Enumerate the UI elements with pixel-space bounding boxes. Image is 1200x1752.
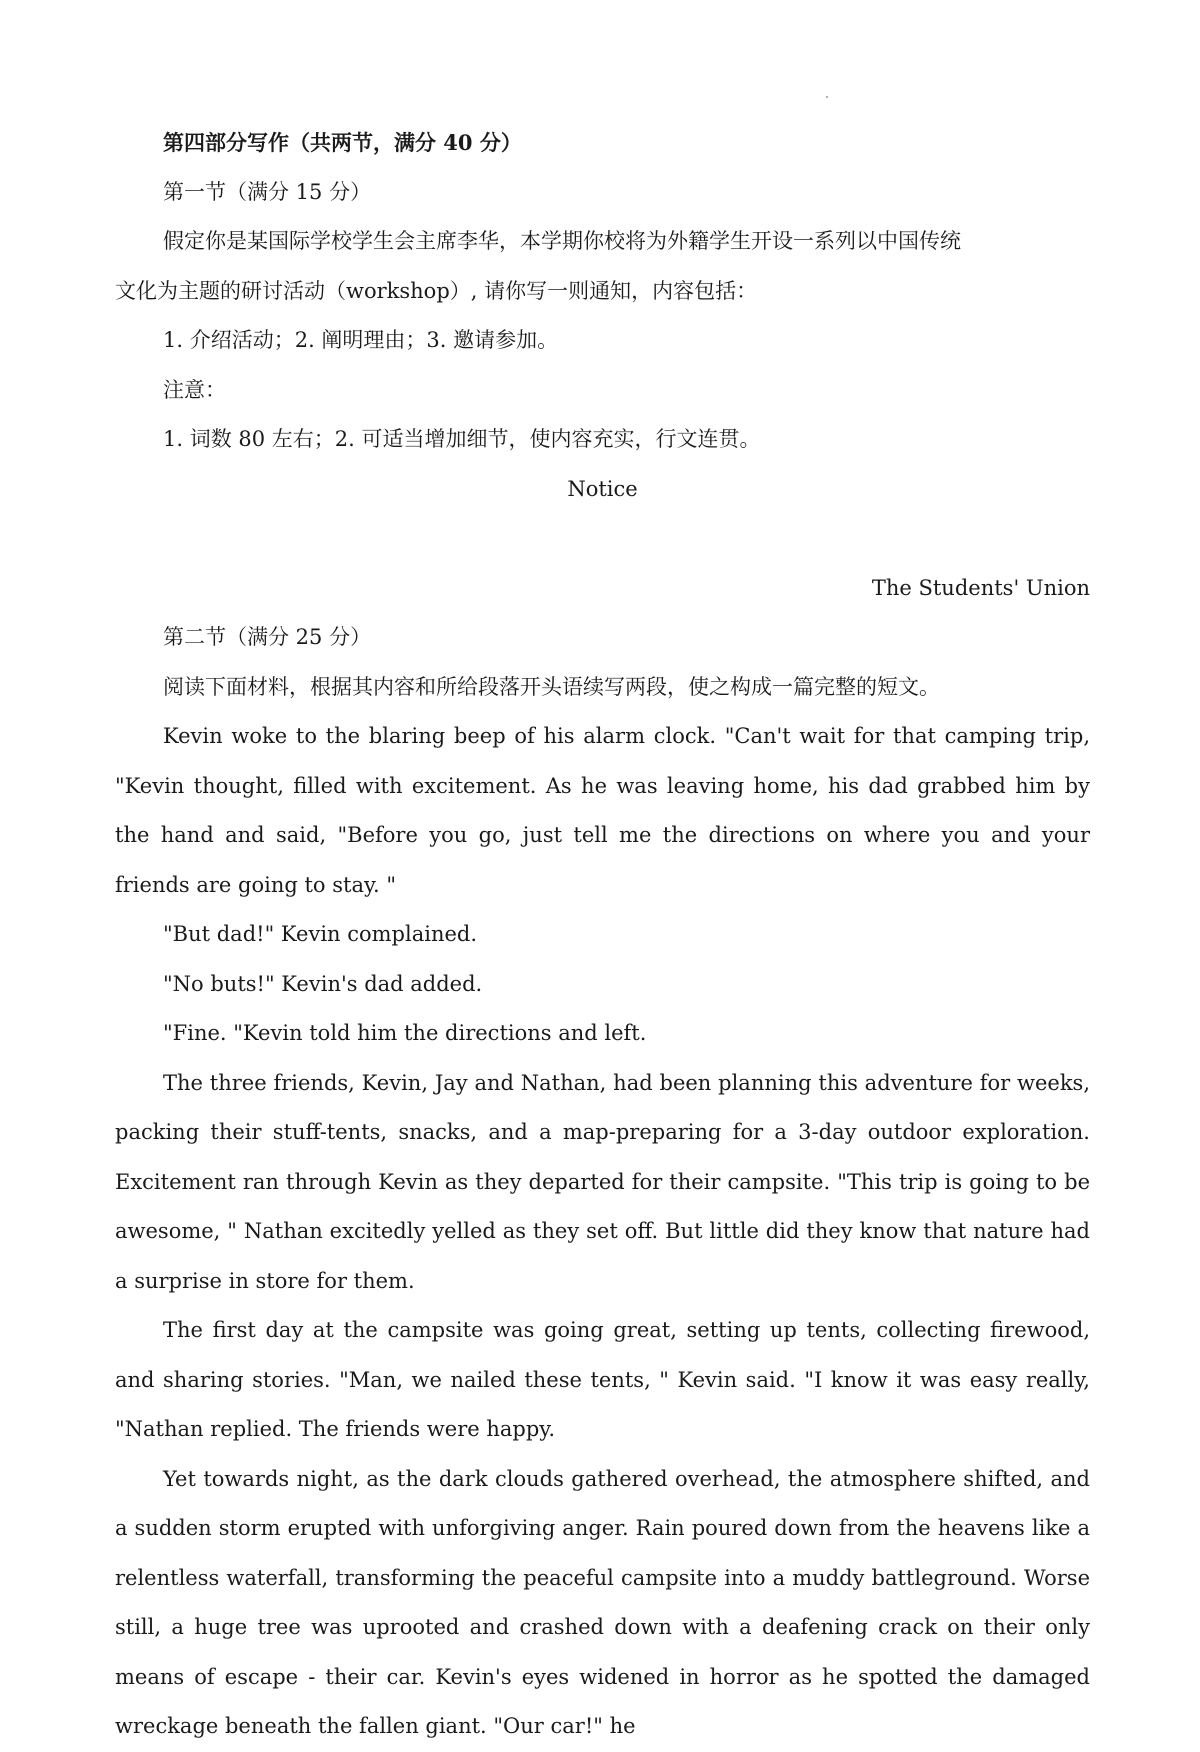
- section-one-prompt-line1: 假定你是某国际学校学生会主席李华，本学期你校将为外籍学生开设一系列以中国传统: [163, 229, 961, 253]
- passage-paragraph: The three friends, Kevin, Jay and Nathan, had been planning this adventure for weeks, packing their stuff-tents, snacks, and a map-preparing for a 3-day outdoor exploration. Excitement ran through Kevin as they departed for their campsite. "This trip is going to be awesome, " Nathan excitedly yelled as they set off. But little did they know that nature had a surprise in store for them.: [115, 1070, 1090, 1293]
- section-one-requirements: 1. 介绍活动；2. 阐明理由；3. 邀请参加。: [163, 328, 559, 352]
- exam-page: [115, 118, 1090, 1752]
- scan-speck: [826, 96, 828, 98]
- notice-title: Notice: [567, 476, 638, 501]
- notice-signature: The Students' Union: [871, 575, 1090, 600]
- section-two-heading: 第二节（满分 25 分）: [163, 625, 372, 649]
- part-four-heading: 第四部分写作（共两节，满分 40 分）: [163, 130, 522, 155]
- passage-paragraph: Kevin woke to the blaring beep of his alarm clock. "Can't wait for that camping trip, "Kevin thought, filled with excitement. As he was leaving home, his dad grabbed him by the hand and said, "Before you go, just tell me the directions on where you and your friends are going to stay. ": [115, 724, 1090, 897]
- section-one-prompt-line2: 文化为主题的研讨活动（workshop）, 请你写一则通知，内容包括：: [115, 278, 758, 303]
- note-content: 1. 词数 80 左右；2. 可适当增加细节，使内容充实，行文连贯。: [163, 427, 761, 451]
- passage-paragraph: "Fine. "Kevin told him the directions and left.: [163, 1021, 647, 1045]
- section-one-heading: 第一节（满分 15 分）: [163, 179, 372, 204]
- passage-paragraph: Yet towards night, as the dark clouds gathered overhead, the atmosphere shifted, and a sudden storm erupted with unforgiving anger. Rain poured down from the heavens like a relentless waterfall, transforming the peaceful campsite into a muddy battleground. Worse still, a huge tree was uprooted and crashed down with a deafening crack on their only means of escape - their car. Kevin's eyes widened in horror as he spotted the damaged wreckage beneath the fallen giant. "Our car!" he: [115, 1466, 1090, 1738]
- section-two-instruction: 阅读下面材料，根据其内容和所给段落开头语续写两段，使之构成一篇完整的短文。: [163, 674, 940, 699]
- writing-space: [115, 514, 1090, 564]
- passage-paragraph: "But dad!" Kevin complained.: [163, 922, 478, 946]
- passage-paragraph: The first day at the campsite was going great, setting up tents, collecting firewood, and sharing stories. "Man, we nailed these tents, " Kevin said. "I know it was easy really, "Nathan replied. The friends were happy.: [115, 1318, 1090, 1441]
- passage-paragraph: "No buts!" Kevin's dad added.: [163, 971, 483, 996]
- note-label: 注意：: [163, 377, 226, 402]
